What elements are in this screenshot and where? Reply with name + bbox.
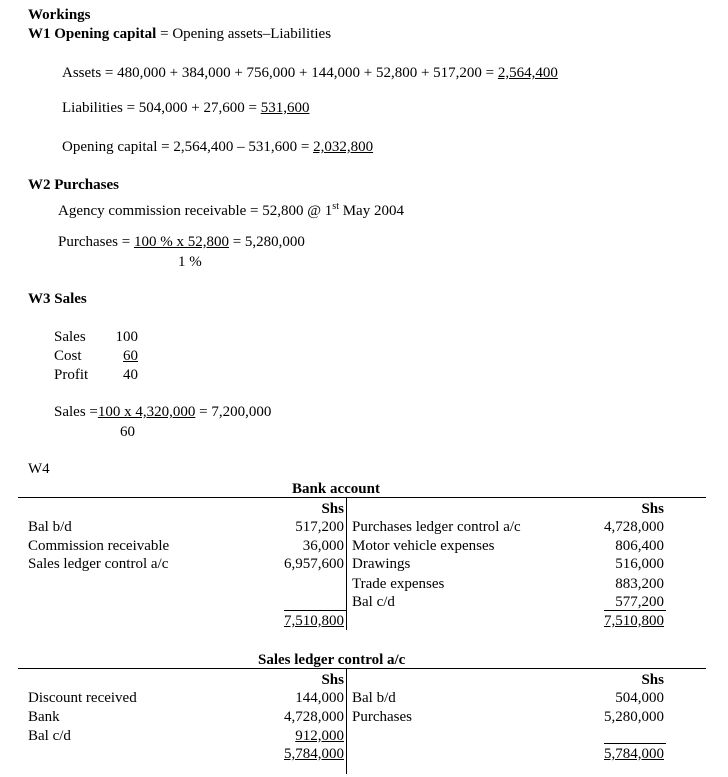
bank-debit-amount-3: 6,957,600 xyxy=(284,556,344,572)
bank-credit-label-2: Motor vehicle expenses xyxy=(352,538,495,554)
sales-ledger-credit-amount-1: 504,000 xyxy=(615,690,664,706)
bank-debit-currency: Shs xyxy=(321,501,344,517)
w3-sales-line xyxy=(54,403,271,421)
sales-ledger-credit-amount-2: 5,280,000 xyxy=(604,709,664,725)
bank-credit-label-1: Purchases ledger control a/c xyxy=(352,519,521,535)
w1-title-rest: = Opening assets–Liabilities xyxy=(156,26,332,42)
w2-agency-line xyxy=(58,202,404,220)
w2-title: W2 Purchases xyxy=(28,177,119,193)
sales-ledger-credit-label-2: Purchases xyxy=(352,709,412,725)
w2-purchases-post: = 5,280,000 xyxy=(228,234,305,250)
w1-capital-text: Opening capital = 2,564,400 – 531,600 = xyxy=(62,139,314,155)
bank-debit-label-2: Commission receivable xyxy=(28,538,170,554)
bank-credit-label-3: Drawings xyxy=(352,556,411,572)
bank-debit-amount-1: 517,200 xyxy=(295,519,344,535)
sales-ledger-debit-label-1: Discount received xyxy=(28,690,137,706)
w1-assets-text: Assets = 480,000 + 384,000 + 756,000 + 144,000 + 52,800 + 517,200 = xyxy=(62,65,498,81)
bank-credit-label-5: Bal c/d xyxy=(352,594,395,610)
w1-liabilities-line xyxy=(62,99,309,117)
w3-sales-pre: Sales = xyxy=(54,404,98,420)
sales-ledger-debit-currency: Shs xyxy=(321,672,344,688)
w2-purchases-num: 100 % x 52,800 xyxy=(133,234,229,250)
w3-label-sales: Sales xyxy=(54,329,86,345)
bank-credit-sum-rule xyxy=(604,610,666,611)
sales-ledger-debit-total: 5,784,000 xyxy=(284,746,344,762)
w1-capital-total: 2,032,800 xyxy=(313,139,374,155)
w3-value-sales: 100 xyxy=(115,329,138,345)
sales-ledger-top-rule xyxy=(18,668,706,669)
w3-label-cost: Cost xyxy=(54,348,82,364)
sales-ledger-credit-currency: Shs xyxy=(641,672,664,688)
bank-debit-label-3: Sales ledger control a/c xyxy=(28,556,169,572)
sales-ledger-credit-sum-rule xyxy=(604,743,666,744)
w1-title: W1 Opening capital xyxy=(28,26,157,42)
bank-debit-sum-rule xyxy=(284,610,346,611)
bank-credit-total: 7,510,800 xyxy=(604,613,664,629)
w1-title-line xyxy=(28,25,331,43)
workings-heading: Workings xyxy=(28,7,91,23)
sales-ledger-center-divider xyxy=(346,669,347,774)
bank-credit-currency: Shs xyxy=(641,501,664,517)
w2-purchases-pre: Purchases = xyxy=(58,234,134,250)
w2-agency-text: Agency commission receivable = 52,800 @ 1 xyxy=(58,203,333,219)
w3-value-cost: 60 xyxy=(123,348,138,364)
w4-title: W4 xyxy=(28,461,50,477)
w3-sales-num: 100 x 4,320,000 xyxy=(97,404,196,420)
sales-ledger-debit-amount-3: 912,000 xyxy=(295,728,344,744)
w1-liab-text: Liabilities = 504,000 + 27,600 = xyxy=(62,100,261,116)
bank-center-divider xyxy=(346,498,347,630)
sales-ledger-debit-amount-2: 4,728,000 xyxy=(284,709,344,725)
w3-sales-den: 60 xyxy=(120,424,135,440)
sales-ledger-debit-amount-1: 144,000 xyxy=(295,690,344,706)
bank-credit-amount-5: 577,200 xyxy=(615,594,664,610)
sales-ledger-debit-label-2: Bank xyxy=(28,709,60,725)
sales-ledger-credit-label-1: Bal b/d xyxy=(352,690,396,706)
bank-top-rule xyxy=(18,497,706,498)
bank-debit-label-1: Bal b/d xyxy=(28,519,72,535)
w1-capital-line xyxy=(62,138,373,156)
bank-credit-amount-1: 4,728,000 xyxy=(604,519,664,535)
bank-credit-amount-2: 806,400 xyxy=(615,538,664,554)
w2-agency-end: May 2004 xyxy=(338,203,404,219)
sales-ledger-credit-total: 5,784,000 xyxy=(604,746,664,762)
w2-agency-sup: st xyxy=(332,201,339,212)
w3-label-profit: Profit xyxy=(54,367,89,383)
bank-account-title: Bank account xyxy=(292,481,380,497)
w1-assets-line xyxy=(62,64,558,82)
w1-assets-total: 2,564,400 xyxy=(497,65,558,81)
bank-credit-amount-3: 516,000 xyxy=(615,556,664,572)
sales-ledger-debit-label-3: Bal c/d xyxy=(28,728,71,744)
w3-title: W3 Sales xyxy=(28,291,87,307)
w2-purchases-line xyxy=(58,233,305,251)
w3-sales-post: = 7,200,000 xyxy=(195,404,272,420)
bank-credit-label-4: Trade expenses xyxy=(352,576,445,592)
sales-ledger-title: Sales ledger control a/c xyxy=(258,652,406,668)
bank-credit-amount-4: 883,200 xyxy=(615,576,664,592)
w3-value-profit: 40 xyxy=(123,367,138,383)
w1-liab-total: 531,600 xyxy=(260,100,310,116)
bank-debit-total: 7,510,800 xyxy=(284,613,344,629)
bank-debit-amount-2: 36,000 xyxy=(302,538,344,554)
w2-purchases-den: 1 % xyxy=(178,254,202,270)
